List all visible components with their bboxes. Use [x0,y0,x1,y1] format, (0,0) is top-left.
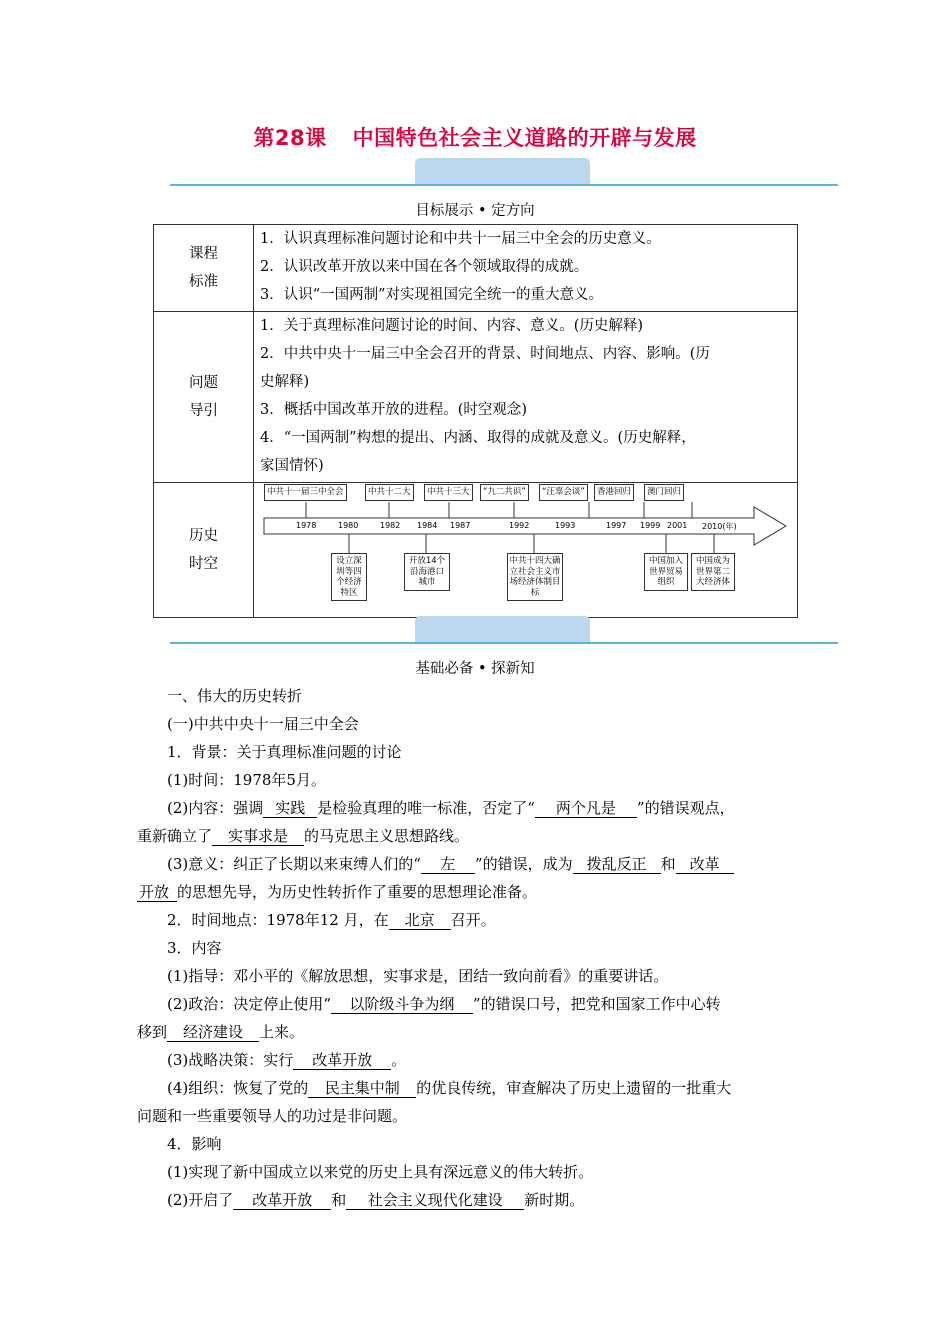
label-timeline: 历史 时空 [154,483,254,618]
event-box: 香港回归 [594,484,634,501]
year-label: 1993 [555,521,576,530]
list-item: 4．“一国两制”构想的提出、内涵、取得的成就及意义。(历史解释， [260,430,696,446]
year-label: 1980 [338,521,359,530]
list-item: 史解释) [260,374,310,390]
guidance-line: (1)指导：邓小平的《解放思想，实事求是，团结一致向前看》的重要讲话。 [167,967,669,985]
content-line: (2)内容：强调 实践 是检验真理的唯一标准，否定了“ 两个凡是 ”的错误观点， [167,799,735,817]
significance-line: 开放 的思想先导，为历史性转折作了重要的思想理论准备。 [138,883,538,901]
guide-items [254,312,798,483]
event-box: 设立深圳等四个经济特区 [331,553,367,601]
time-line: (1)时间：1978年5月。 [167,771,326,789]
influence-heading: 4．影响 [167,1135,222,1153]
section-divider-goals [170,158,838,186]
section-heading-goals: 目标展示 • 定方向 [415,203,535,219]
list-item: 3．概括中国改革开放的进程。(时空观念) [260,402,528,418]
year-label: 1999 [640,521,661,530]
blank-answer: 经济建设 [167,1023,259,1042]
blank-answer: 改革 [676,855,734,874]
blank-answer: 开放 [137,883,177,902]
blank-answer: 北京 [389,911,451,930]
blank-answer: 左 [421,855,475,874]
event-box: “汪辜会谈” [539,484,588,501]
strategy-line: (3)战略决策：实行 改革开放 。 [167,1051,407,1069]
influence-line: (2)开启了 改革开放 和 社会主义现代化建设 新时期。 [167,1191,585,1209]
list-item: 3．认识“一国两制”对实现祖国完全统一的重大意义。 [260,287,604,303]
goals-table [153,224,798,618]
event-box: “九二共识” [480,484,529,501]
blank-answer: 社会主义现代化建设 [346,1191,524,1210]
blank-answer: 民主集中制 [308,1079,416,1098]
blank-answer: 改革开放 [233,1191,331,1210]
label-curriculum: 课程 标准 [154,225,254,312]
timeline-cell [254,483,798,618]
event-box: 中共十四大确立社会主义市场经济体制目标 [507,553,563,601]
year-label: 2010(年) [702,522,737,531]
influence-line: (1)实现了新中国成立以来党的历史上具有深远意义的伟大转折。 [167,1163,594,1181]
curriculum-items [254,225,798,312]
year-label: 1992 [509,521,530,530]
year-label: 1982 [380,521,401,530]
event-box: 中国加入世界贸易组织 [644,553,688,591]
list-item: 2．认识改革开放以来中国在各个领域取得的成就。 [260,259,589,275]
content-heading: 3．内容 [167,939,222,957]
event-box: 澳门回归 [644,484,684,501]
blank-answer: 拨乱反正 [573,855,661,874]
year-label: 1997 [606,521,627,530]
place-line: 2．时间地点：1978年12 月，在 北京 召开。 [167,911,496,929]
event-box: 中国成为世界第二大经济体 [691,553,735,591]
blank-answer: 实事求是 [212,827,304,846]
year-label: 1987 [450,521,471,530]
year-label: 1978 [296,521,317,530]
event-box: 中共十三大 [424,484,473,501]
lesson-title [0,122,950,152]
heading-2: (一)中共中央十一届三中全会 [167,715,359,733]
lesson-topic: 中国特色社会主义道路的开辟与发展 [352,126,697,150]
year-label: 1984 [417,521,438,530]
event-box: 开放14个沿海港口城市 [404,553,450,591]
event-box: 中共十一届三中全会 [264,484,347,501]
content-line: 重新确立了 实事求是 的马克思主义思想路线。 [137,827,470,845]
blank-answer: 两个凡是 [535,799,637,818]
politics-line: (2)政治：决定停止使用“ 以阶级斗争为纲 ”的错误口号，把党和国家工作中心转 [167,995,721,1013]
blank-answer: 以阶级斗争为纲 [331,995,473,1014]
heading-1: 一、伟大的历史转折 [167,687,303,705]
politics-line: 移到 经济建设 上来。 [137,1023,305,1041]
lesson-number: 第28课 [253,126,327,150]
blank-answer: 改革开放 [293,1051,391,1070]
organization-line: (4)组织：恢复了党的 民主集中制 的优良传统，审查解决了历史上遗留的一批重大 [167,1079,732,1097]
blank-answer: 实践 [263,799,317,818]
timeline-diagram [254,483,792,615]
label-guide: 问题 导引 [154,312,254,483]
section-divider-basics [170,616,838,644]
list-item: 1．认识真理标准问题讨论和中共十一届三中全会的历史意义。 [260,231,661,247]
list-item: 2．中共中央十一届三中全会召开的背景、时间地点、内容、影响。(历 [260,346,710,362]
list-item: 家国情怀) [260,458,324,474]
organization-line: 问题和一些重要领导人的功过是非问题。 [137,1107,408,1125]
event-box: 中共十二大 [365,484,414,501]
list-item: 1．关于真理标准问题讨论的时间、内容、意义。(历史解释) [260,318,644,334]
section-heading-basics: 基础必备 • 探新知 [415,661,535,677]
year-label: 2001 [667,521,688,530]
background-line: 1．背景：关于真理标准问题的讨论 [167,743,402,761]
significance-line: (3)意义：纠正了长期以来束缚人们的“ 左 ”的错误，成为 拨乱反正 和 改革 [137,853,847,874]
